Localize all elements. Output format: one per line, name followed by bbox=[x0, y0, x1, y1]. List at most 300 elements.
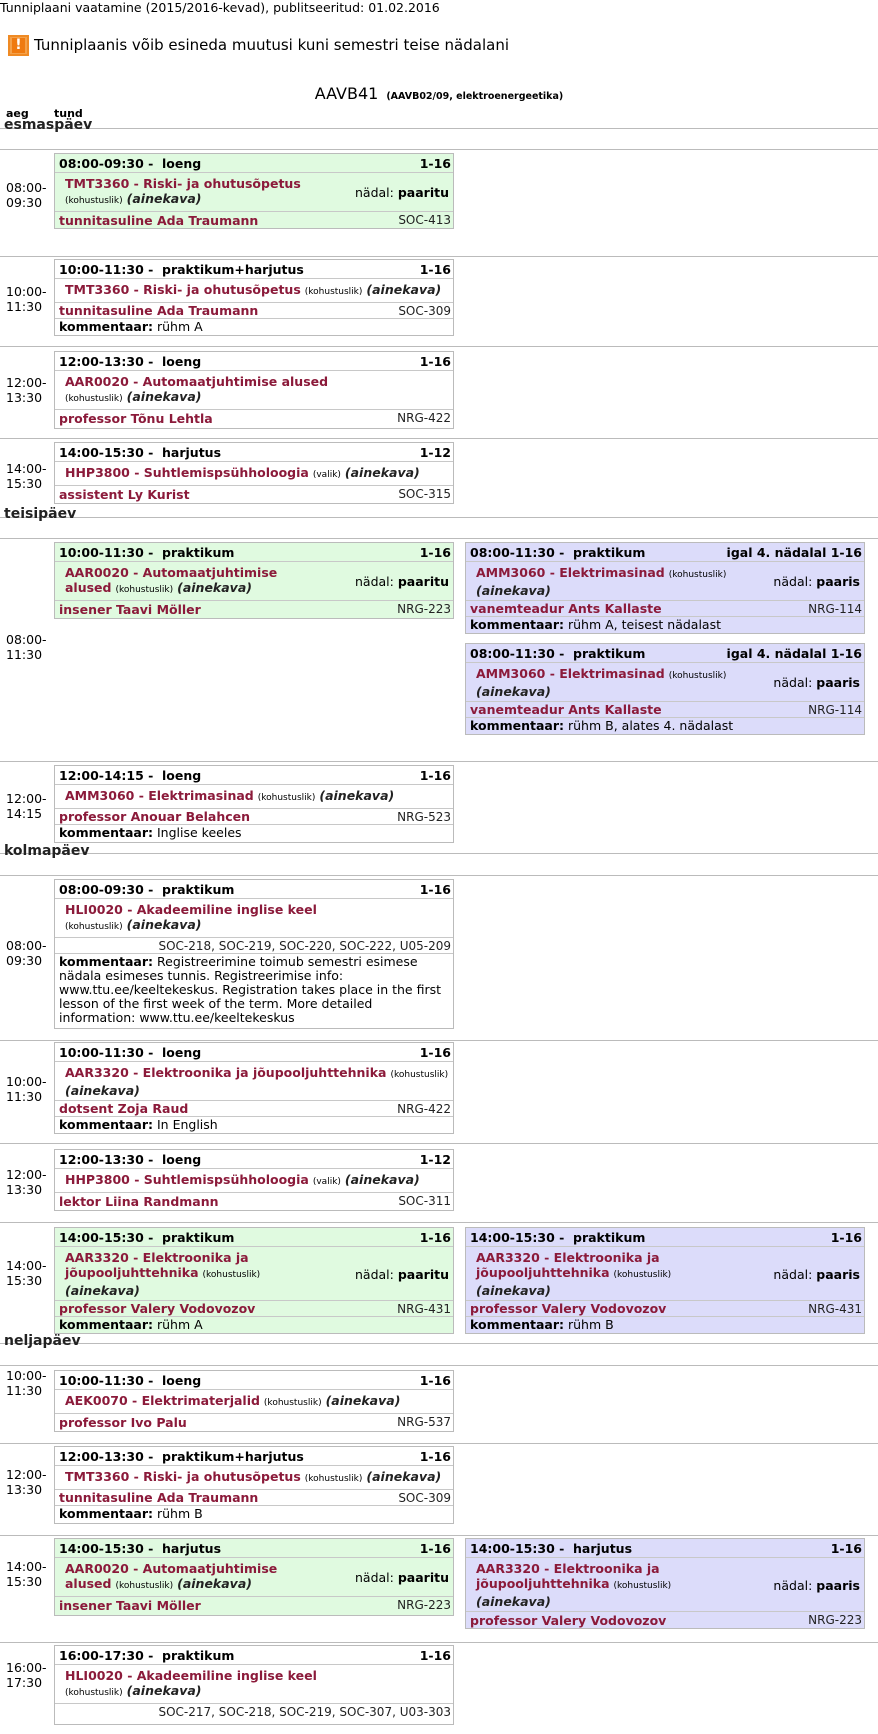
slot-time: 14:00- 15:30 bbox=[6, 1258, 47, 1288]
room: NRG-223 bbox=[397, 1598, 451, 1612]
comment-text: rühm A, teisest nädalast bbox=[568, 617, 722, 632]
room: NRG-431 bbox=[808, 1301, 862, 1316]
course-info-link[interactable]: (ainekava) bbox=[126, 1683, 202, 1698]
lesson-card bbox=[54, 259, 454, 336]
course-info-link[interactable]: (ainekava) bbox=[476, 1283, 551, 1298]
course-link[interactable]: HHP3800 - Suhtlemispsühholoogia bbox=[65, 465, 309, 480]
lesson-card bbox=[54, 765, 454, 843]
slot-time: 14:00- 15:30 bbox=[6, 461, 47, 491]
course-text bbox=[65, 282, 441, 300]
day-divider bbox=[0, 853, 878, 854]
course-link[interactable]: AAR3320 - Elektroonika ja jõupooljuhttehnika bbox=[65, 1065, 387, 1080]
teacher-row bbox=[466, 1612, 864, 1628]
course-row bbox=[55, 1247, 453, 1301]
course-type: (kohustuslik) bbox=[263, 1398, 322, 1408]
slot-divider bbox=[0, 1040, 878, 1041]
comment-label: kommentaar: bbox=[59, 825, 154, 840]
course-type: (kohustuslik) bbox=[304, 1474, 363, 1484]
teacher-row bbox=[55, 1101, 453, 1117]
course-info-link[interactable]: (ainekava) bbox=[344, 1172, 420, 1187]
lesson-weeks: 1-16 bbox=[830, 1229, 862, 1245]
course-type: (kohustuslik) bbox=[65, 394, 123, 404]
lesson-weeks: 1-16 bbox=[419, 1229, 451, 1245]
lesson-weeks: 1-12 bbox=[419, 1151, 451, 1167]
week-parity bbox=[349, 1267, 449, 1282]
slot-time: 12:00- 13:30 bbox=[6, 375, 47, 405]
course-link[interactable]: AAR3320 - Elektroonika ja jõupooljuhttehnika bbox=[476, 1561, 660, 1591]
course-text bbox=[65, 902, 375, 935]
lesson-header bbox=[466, 1228, 864, 1247]
day-divider bbox=[0, 1343, 878, 1344]
course-text bbox=[476, 1250, 736, 1298]
day-divider bbox=[0, 517, 878, 518]
comment-text: Inglise keeles bbox=[157, 825, 242, 840]
week-parity bbox=[767, 675, 860, 690]
teacher-row bbox=[55, 809, 453, 825]
teacher-link[interactable]: professor Anouar Belahcen bbox=[59, 809, 251, 824]
comment-text: rühm A bbox=[157, 1317, 203, 1332]
lesson-weeks: 1-16 bbox=[419, 1044, 451, 1060]
slot-time: 10:00- 11:30 bbox=[6, 284, 47, 314]
lesson-weeks: 1-16 bbox=[419, 1372, 451, 1388]
room: SOC-413 bbox=[398, 213, 451, 227]
lesson-time-type: 14:00-15:30 - harjutus bbox=[470, 1540, 633, 1556]
room: NRG-422 bbox=[397, 411, 451, 425]
lesson-header bbox=[55, 1539, 453, 1558]
course-text bbox=[65, 465, 420, 483]
lesson-header bbox=[55, 1371, 453, 1390]
lesson-header bbox=[466, 1539, 864, 1558]
teacher-row bbox=[466, 702, 864, 718]
week-value: paaritu bbox=[397, 574, 449, 589]
comment-label: kommentaar: bbox=[470, 1317, 565, 1332]
course-info-link[interactable]: (ainekava) bbox=[65, 1083, 140, 1098]
teacher-link[interactable]: tunnitasuline Ada Traumann bbox=[59, 1490, 259, 1505]
course-link[interactable]: TMT3360 - Riski- ja ohutusõpetus bbox=[65, 282, 301, 297]
course-type: (kohustuslik) bbox=[613, 1581, 672, 1591]
course-text bbox=[65, 788, 394, 806]
slot-time: 12:00- 13:30 bbox=[6, 1467, 47, 1497]
teacher-link[interactable]: lektor Liina Randmann bbox=[59, 1193, 219, 1209]
comment-row bbox=[55, 319, 453, 335]
group-sub: (AAVB02/09, elektroenergeetika) bbox=[386, 91, 564, 102]
course-link[interactable]: TMT3360 - Riski- ja ohutusõpetus bbox=[65, 176, 301, 191]
comment-row bbox=[466, 718, 864, 734]
week-label: nädal: bbox=[773, 574, 813, 589]
course-info-link[interactable]: (ainekava) bbox=[476, 583, 551, 598]
course-row bbox=[55, 785, 453, 809]
slot-divider bbox=[0, 1143, 878, 1144]
course-row bbox=[55, 462, 453, 486]
course-row bbox=[55, 562, 453, 601]
course-info-link[interactable]: (ainekava) bbox=[177, 580, 252, 595]
slot-time: 12:00- 14:15 bbox=[6, 791, 47, 821]
course-type: (kohustuslik) bbox=[115, 585, 174, 595]
comment-label: kommentaar: bbox=[59, 319, 154, 334]
course-type: (kohustuslik) bbox=[257, 793, 316, 803]
week-value: paaritu bbox=[397, 1570, 449, 1585]
teacher-row bbox=[55, 1414, 453, 1430]
course-info-link[interactable]: (ainekava) bbox=[65, 1283, 140, 1298]
course-text bbox=[65, 176, 325, 209]
week-parity bbox=[767, 1578, 860, 1593]
room: SOC-311 bbox=[398, 1194, 451, 1208]
lesson-time-type: 14:00-15:30 - harjutus bbox=[59, 1540, 222, 1556]
teacher-link[interactable]: insener Taavi Möller bbox=[59, 601, 201, 617]
comment-label: kommentaar: bbox=[59, 1317, 154, 1332]
course-row bbox=[466, 1247, 864, 1301]
course-link[interactable]: AAR3320 - Elektroonika ja jõupooljuhttehnika bbox=[476, 1250, 660, 1280]
lesson-weeks: 1-16 bbox=[419, 881, 451, 897]
course-row bbox=[55, 1062, 453, 1101]
course-info-link[interactable]: (ainekava) bbox=[366, 1469, 442, 1484]
course-link[interactable]: AAR3320 - Elektroonika ja jõupooljuhttehnika bbox=[65, 1250, 249, 1280]
week-parity bbox=[349, 574, 449, 589]
slot-divider bbox=[0, 761, 878, 762]
lesson-time-type: 12:00-14:15 - loeng bbox=[59, 767, 202, 783]
week-label: nädal: bbox=[354, 574, 394, 589]
lesson-time-type: 10:00-11:30 - praktikum bbox=[59, 544, 235, 560]
week-label: nädal: bbox=[773, 1577, 813, 1593]
course-text bbox=[65, 1065, 449, 1098]
slot-divider bbox=[0, 438, 878, 439]
teacher-row bbox=[55, 1490, 453, 1506]
week-parity bbox=[767, 1267, 860, 1282]
lesson-weeks: igal 4. nädalal 1-16 bbox=[726, 645, 862, 661]
lesson-header bbox=[55, 260, 453, 279]
course-link[interactable]: AAR0020 - Automaatjuhtimise alused bbox=[65, 1561, 278, 1591]
slot-divider bbox=[0, 1443, 878, 1444]
course-row bbox=[55, 173, 453, 212]
teacher-link[interactable]: dotsent Zoja Raud bbox=[59, 1101, 189, 1116]
teacher-link[interactable]: professor Tõnu Lehtla bbox=[59, 410, 213, 426]
course-link[interactable]: AMM3060 - Elektrimasinad bbox=[476, 565, 665, 580]
teacher-link[interactable]: tunnitasuline Ada Traumann bbox=[59, 303, 259, 318]
lesson-time-type: 08:00-11:30 - praktikum bbox=[470, 645, 646, 661]
lesson-card bbox=[465, 1227, 865, 1334]
lesson-card bbox=[54, 1227, 454, 1334]
comment-row bbox=[466, 1317, 864, 1333]
week-label: nädal: bbox=[354, 185, 394, 200]
slot-time: 10:00- 11:30 bbox=[6, 1074, 47, 1104]
teacher-row bbox=[55, 486, 453, 502]
course-type: (valik) bbox=[312, 470, 341, 480]
course-link[interactable]: AEK0070 - Elektrimaterjalid bbox=[65, 1393, 260, 1408]
course-info-link[interactable]: (ainekava) bbox=[126, 917, 202, 932]
room: NRG-523 bbox=[397, 809, 451, 824]
lesson-card bbox=[54, 351, 454, 429]
teacher-link[interactable]: tunnitasuline Ada Traumann bbox=[59, 212, 259, 228]
teacher-row bbox=[55, 601, 453, 617]
lesson-weeks: 1-16 bbox=[830, 1540, 862, 1556]
teacher-row bbox=[55, 1597, 453, 1613]
lesson-time-type: 16:00-17:30 - praktikum bbox=[59, 1647, 235, 1663]
comment-text: In English bbox=[157, 1117, 218, 1132]
course-text bbox=[65, 1250, 325, 1298]
lesson-header bbox=[55, 1150, 453, 1169]
course-row bbox=[55, 1169, 453, 1193]
course-info-link[interactable]: (ainekava) bbox=[344, 465, 420, 480]
slot-time: 14:00- 15:30 bbox=[6, 1559, 47, 1589]
page-title: Tunniplaani vaatamine (2015/2016-kevad), publitseeritud: 01.02.2016 bbox=[0, 0, 440, 15]
slot-time: 08:00- 09:30 bbox=[6, 938, 47, 968]
day-divider bbox=[0, 128, 878, 129]
lesson-header bbox=[466, 543, 864, 562]
slot-divider bbox=[0, 1222, 878, 1223]
week-label: nädal: bbox=[354, 1570, 394, 1585]
lesson-time-type: 08:00-09:30 - loeng bbox=[59, 155, 202, 171]
course-type: (kohustuslik) bbox=[304, 287, 363, 297]
lesson-card bbox=[465, 1538, 865, 1629]
course-row bbox=[55, 1466, 453, 1490]
col-header-lesson: tund bbox=[54, 107, 83, 120]
comment-row bbox=[55, 1317, 453, 1333]
course-text bbox=[65, 565, 325, 598]
lesson-header bbox=[55, 352, 453, 371]
week-value: paaris bbox=[816, 675, 860, 690]
course-text bbox=[65, 1393, 400, 1411]
course-info-link[interactable]: (ainekava) bbox=[126, 191, 202, 206]
week-parity bbox=[349, 1570, 449, 1585]
lesson-card bbox=[54, 1645, 454, 1725]
course-text bbox=[65, 1668, 375, 1701]
lesson-header bbox=[466, 644, 864, 663]
comment-text: Registreerimine toimub semestri esimese nädala esimeses tunnis. Registreerimise info: www.ttu.ee/keeltekeskus. Registration takes place in the first lesson of the first week of the term. More detailed information: www.ttu.ee/keeltekeskus bbox=[59, 954, 442, 1025]
lesson-header bbox=[55, 443, 453, 462]
teacher-link[interactable]: assistent Ly Kurist bbox=[59, 486, 190, 502]
lesson-card bbox=[54, 1370, 454, 1432]
comment-text: rühm B, alates 4. nädalast bbox=[568, 718, 734, 733]
lesson-time-type: 12:00-13:30 - loeng bbox=[59, 1151, 202, 1167]
week-value: paaris bbox=[816, 1577, 860, 1593]
teacher-link[interactable]: professor Valery Vodovozov bbox=[59, 1301, 256, 1316]
course-type: (kohustuslik) bbox=[390, 1070, 449, 1080]
day-underline bbox=[0, 538, 878, 539]
course-link[interactable]: AMM3060 - Elektrimasinad bbox=[476, 666, 665, 681]
week-parity bbox=[349, 185, 449, 200]
lesson-time-type: 10:00-11:30 - loeng bbox=[59, 1044, 202, 1060]
lesson-header bbox=[55, 1043, 453, 1062]
week-label: nädal: bbox=[354, 1266, 394, 1282]
course-link[interactable]: AAR0020 - Automaatjuhtimise alused bbox=[65, 374, 329, 389]
lesson-header bbox=[55, 1447, 453, 1466]
teacher-link[interactable]: insener Taavi Möller bbox=[59, 1597, 201, 1613]
teacher-link[interactable]: professor Ivo Palu bbox=[59, 1414, 187, 1430]
course-info-link[interactable]: (ainekava) bbox=[126, 389, 202, 404]
lesson-weeks: igal 4. nädalal 1-16 bbox=[726, 544, 862, 560]
course-link[interactable]: HLI0020 - Akadeemiline inglise keel bbox=[65, 902, 317, 917]
course-row bbox=[55, 1558, 453, 1597]
course-row bbox=[55, 899, 453, 938]
course-type: (kohustuslik) bbox=[668, 671, 727, 681]
lesson-time-type: 14:00-15:30 - praktikum bbox=[470, 1229, 646, 1245]
slot-time: 08:00- 11:30 bbox=[6, 632, 47, 662]
teacher-row bbox=[466, 1301, 864, 1317]
day-name: kolmapäev bbox=[4, 843, 90, 859]
lesson-header bbox=[55, 154, 453, 173]
course-info-link[interactable]: (ainekava) bbox=[319, 788, 395, 803]
lesson-time-type: 10:00-11:30 - praktikum+harjutus bbox=[59, 261, 304, 277]
course-text bbox=[476, 666, 736, 699]
room: NRG-114 bbox=[808, 702, 862, 717]
room-list: SOC-218, SOC-219, SOC-220, SOC-222, U05-209 bbox=[55, 938, 453, 954]
week-parity bbox=[767, 574, 860, 589]
slot-time: 16:00- 17:30 bbox=[6, 1660, 47, 1690]
room: SOC-309 bbox=[398, 303, 451, 318]
course-text bbox=[65, 374, 375, 407]
course-text bbox=[476, 565, 736, 598]
lesson-card bbox=[54, 879, 454, 1029]
course-type: (kohustuslik) bbox=[115, 1581, 174, 1591]
week-value: paaritu bbox=[397, 1266, 449, 1282]
course-row bbox=[55, 279, 453, 303]
course-row bbox=[55, 1665, 453, 1704]
week-label: nädal: bbox=[773, 675, 813, 690]
notice-text: Tunniplaanis võib esineda muutusi kuni semestri teise nädalani bbox=[34, 36, 509, 54]
lesson-time-type: 14:00-15:30 - praktikum bbox=[59, 1229, 235, 1245]
teacher-link[interactable]: professor Valery Vodovozov bbox=[470, 1612, 667, 1628]
slot-time: 08:00- 09:30 bbox=[6, 180, 47, 210]
teacher-row bbox=[466, 601, 864, 617]
lesson-weeks: 1-12 bbox=[419, 444, 451, 460]
week-value: paaris bbox=[816, 1266, 860, 1282]
course-row bbox=[466, 562, 864, 601]
lesson-card bbox=[54, 1042, 454, 1134]
course-info-link[interactable]: (ainekava) bbox=[325, 1393, 401, 1408]
slot-divider bbox=[0, 346, 878, 347]
course-info-link[interactable]: (ainekava) bbox=[476, 1594, 551, 1609]
lesson-time-type: 08:00-11:30 - praktikum bbox=[470, 544, 646, 560]
room: NRG-431 bbox=[397, 1301, 451, 1316]
lesson-card bbox=[465, 643, 865, 735]
teacher-row bbox=[55, 212, 453, 228]
lesson-time-type: 08:00-09:30 - praktikum bbox=[59, 881, 235, 897]
comment-row bbox=[55, 1506, 453, 1522]
day-name: neljapäev bbox=[4, 1333, 81, 1349]
teacher-link[interactable]: vanemteadur Ants Kallaste bbox=[470, 702, 662, 717]
course-text bbox=[65, 1172, 420, 1190]
lesson-weeks: 1-16 bbox=[419, 544, 451, 560]
course-link[interactable]: AAR0020 - Automaatjuhtimise alused bbox=[65, 565, 278, 595]
lesson-card bbox=[54, 1149, 454, 1211]
col-header-time: aeg bbox=[6, 107, 29, 120]
lesson-time-type: 10:00-11:30 - loeng bbox=[59, 1372, 202, 1388]
course-type: (kohustuslik) bbox=[613, 1270, 672, 1280]
comment-label: kommentaar: bbox=[470, 718, 565, 733]
lesson-header bbox=[55, 543, 453, 562]
teacher-row bbox=[55, 1193, 453, 1209]
lesson-weeks: 1-16 bbox=[419, 353, 451, 369]
course-text bbox=[65, 1561, 325, 1594]
lesson-card bbox=[54, 442, 454, 504]
comment-label: kommentaar: bbox=[59, 954, 154, 969]
lesson-weeks: 1-16 bbox=[419, 155, 451, 171]
room: NRG-223 bbox=[808, 1613, 862, 1627]
week-label: nädal: bbox=[773, 1266, 813, 1282]
lesson-time-type: 12:00-13:30 - praktikum+harjutus bbox=[59, 1448, 304, 1464]
course-type: (kohustuslik) bbox=[202, 1270, 261, 1280]
lesson-header bbox=[55, 1228, 453, 1247]
course-link[interactable]: TMT3360 - Riski- ja ohutusõpetus bbox=[65, 1469, 301, 1484]
lesson-card bbox=[54, 542, 454, 619]
lesson-time-type: 12:00-13:30 - loeng bbox=[59, 353, 202, 369]
course-row bbox=[55, 371, 453, 410]
lesson-header bbox=[55, 880, 453, 899]
comment-row bbox=[55, 825, 453, 841]
day-name: teisipäev bbox=[4, 506, 77, 522]
slot-divider bbox=[0, 1535, 878, 1536]
notice bbox=[8, 33, 509, 57]
course-type: (kohustuslik) bbox=[65, 1688, 123, 1698]
room: SOC-315 bbox=[398, 487, 451, 501]
teacher-link[interactable]: vanemteadur Ants Kallaste bbox=[470, 601, 662, 616]
room: SOC-309 bbox=[398, 1490, 451, 1505]
lesson-weeks: 1-16 bbox=[419, 1448, 451, 1464]
course-type: (kohustuslik) bbox=[668, 570, 727, 580]
slot-time: 10:00- 11:30 bbox=[6, 1368, 47, 1398]
course-row bbox=[466, 663, 864, 702]
day-name: esmaspäev bbox=[4, 117, 93, 133]
week-value: paaris bbox=[816, 574, 860, 589]
comment-text: rühm A bbox=[157, 319, 203, 334]
day-underline bbox=[0, 149, 878, 150]
comment-label: kommentaar: bbox=[470, 617, 565, 632]
lesson-weeks: 1-16 bbox=[419, 261, 451, 277]
teacher-row bbox=[55, 1301, 453, 1317]
comment-text: rühm B bbox=[568, 1317, 614, 1332]
course-info-link[interactable]: (ainekava) bbox=[366, 282, 442, 297]
comment-text: rühm B bbox=[157, 1506, 203, 1521]
lesson-card bbox=[465, 542, 865, 634]
group-heading bbox=[0, 84, 878, 103]
exclamation-icon: ! bbox=[8, 35, 29, 56]
teacher-link[interactable]: professor Valery Vodovozov bbox=[470, 1301, 667, 1316]
course-link[interactable]: AMM3060 - Elektrimasinad bbox=[65, 788, 254, 803]
course-row bbox=[55, 1390, 453, 1414]
week-value: paaritu bbox=[397, 185, 449, 200]
slot-divider bbox=[0, 256, 878, 257]
course-text bbox=[65, 1469, 441, 1487]
room: NRG-537 bbox=[397, 1415, 451, 1429]
lesson-time-type: 14:00-15:30 - harjutus bbox=[59, 444, 222, 460]
slot-divider bbox=[0, 1642, 878, 1643]
day-underline bbox=[0, 875, 878, 876]
teacher-row bbox=[55, 410, 453, 426]
group-code: AAVB41 bbox=[314, 84, 379, 103]
course-row bbox=[466, 1558, 864, 1612]
room-list: SOC-217, SOC-218, SOC-219, SOC-307, U03-303 bbox=[158, 1705, 451, 1719]
lesson-weeks: 1-16 bbox=[419, 767, 451, 783]
comment-label: kommentaar: bbox=[59, 1117, 154, 1132]
lesson-card bbox=[54, 153, 454, 229]
comment-row bbox=[55, 1117, 453, 1133]
day-underline bbox=[0, 1365, 878, 1366]
comment-label: kommentaar: bbox=[59, 1506, 154, 1521]
comment-row bbox=[466, 617, 864, 633]
lesson-card bbox=[54, 1538, 454, 1616]
course-link[interactable]: HLI0020 - Akadeemiline inglise keel bbox=[65, 1668, 317, 1683]
slot-time: 12:00- 13:30 bbox=[6, 1167, 47, 1197]
course-info-link[interactable]: (ainekava) bbox=[177, 1576, 252, 1591]
course-info-link[interactable]: (ainekava) bbox=[476, 684, 551, 699]
room: NRG-114 bbox=[808, 601, 862, 616]
lesson-header bbox=[55, 1646, 453, 1665]
comment-row bbox=[55, 954, 453, 1026]
room: NRG-223 bbox=[397, 602, 451, 616]
course-link[interactable]: HHP3800 - Suhtlemispsühholoogia bbox=[65, 1172, 309, 1187]
course-type: (kohustuslik) bbox=[65, 196, 123, 206]
course-type: (kohustuslik) bbox=[65, 922, 123, 932]
